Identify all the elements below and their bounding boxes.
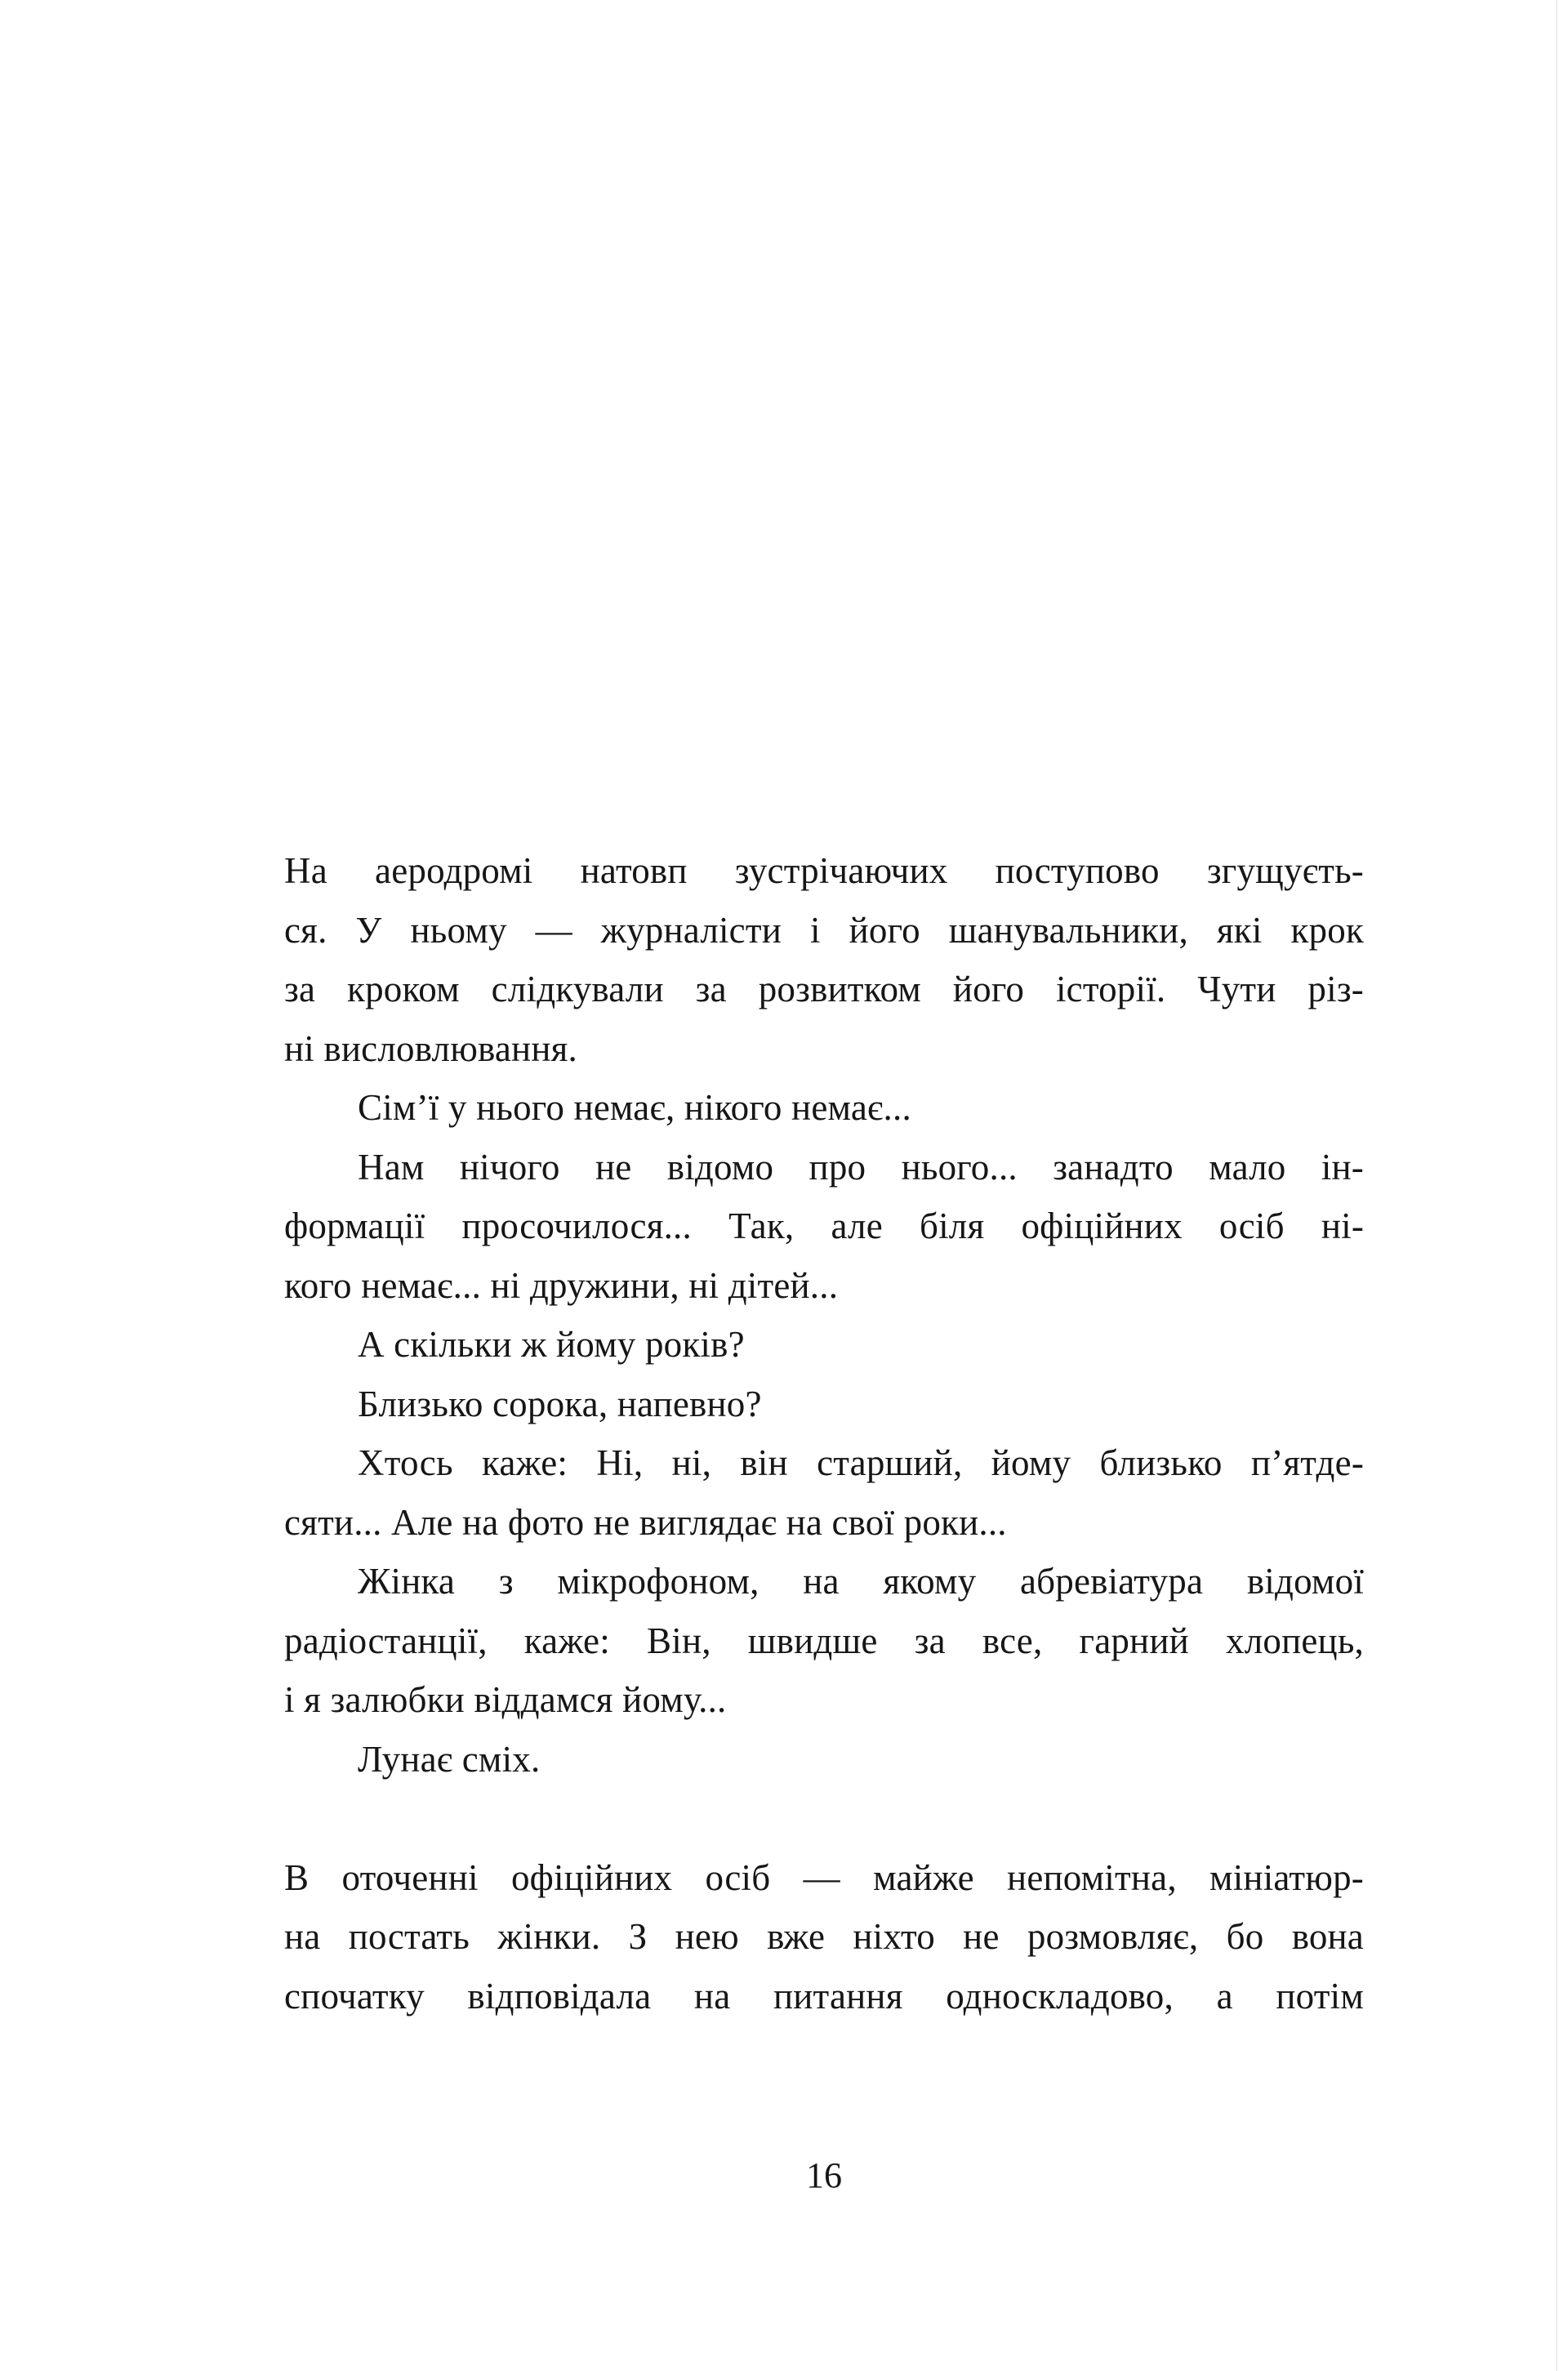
text-line: радіостанції, каже: Він, швидше за все, гарний хлопець,: [284, 1620, 1364, 1661]
text-line: Лунає сміх.: [358, 1738, 541, 1780]
text-line: за кроком слідкували за розвитком його історії. Чути різ-: [284, 969, 1364, 1009]
text-line: сяти... Але на фото не виглядає на свої роки...: [284, 1501, 1007, 1543]
text-line: Жінка з мікрофоном, на якому абревіатура відомої: [358, 1561, 1364, 1602]
text-line: Хтось каже: Ні, ні, він старший, йому близько п’ятде-: [358, 1442, 1364, 1483]
text-line: і я залюбки віддамся йому...: [284, 1679, 727, 1720]
text-line: спочатку відповідала на питання односкладово, а потім: [284, 1975, 1364, 2017]
text-line: Близько сорока, напевно?: [358, 1383, 762, 1424]
text-line: Нам нічого не відомо про нього... занадто мало ін-: [358, 1146, 1364, 1188]
text-line: кого немає... ні дружини, ні дітей...: [284, 1264, 839, 1306]
text-line: формації просочилося... Так, але біля офіційних осіб ні-: [284, 1206, 1364, 1246]
text-line: В оточенні офіційних осіб — майже непомітна, мініатюр-: [284, 1856, 1364, 1898]
page-text: [284, 841, 1364, 2026]
page-number: 16: [806, 2155, 842, 2195]
text-line: Сім’ї у нього немає, нікого немає...: [358, 1087, 911, 1128]
text-line: На аеродромі натовп зустрічаючих поступово згущуєть-: [284, 850, 1364, 891]
page-edge-line: [1556, 0, 1557, 2371]
text-line: ні висловлювання.: [284, 1027, 577, 1069]
text-line: ся. У ньому — журналісти і його шанувальники, які крок: [284, 909, 1364, 951]
text-line: А скільки ж йому років?: [358, 1324, 745, 1365]
text-line: на постать жінки. З нею вже ніхто не розмовляє, бо вона: [284, 1916, 1364, 1957]
